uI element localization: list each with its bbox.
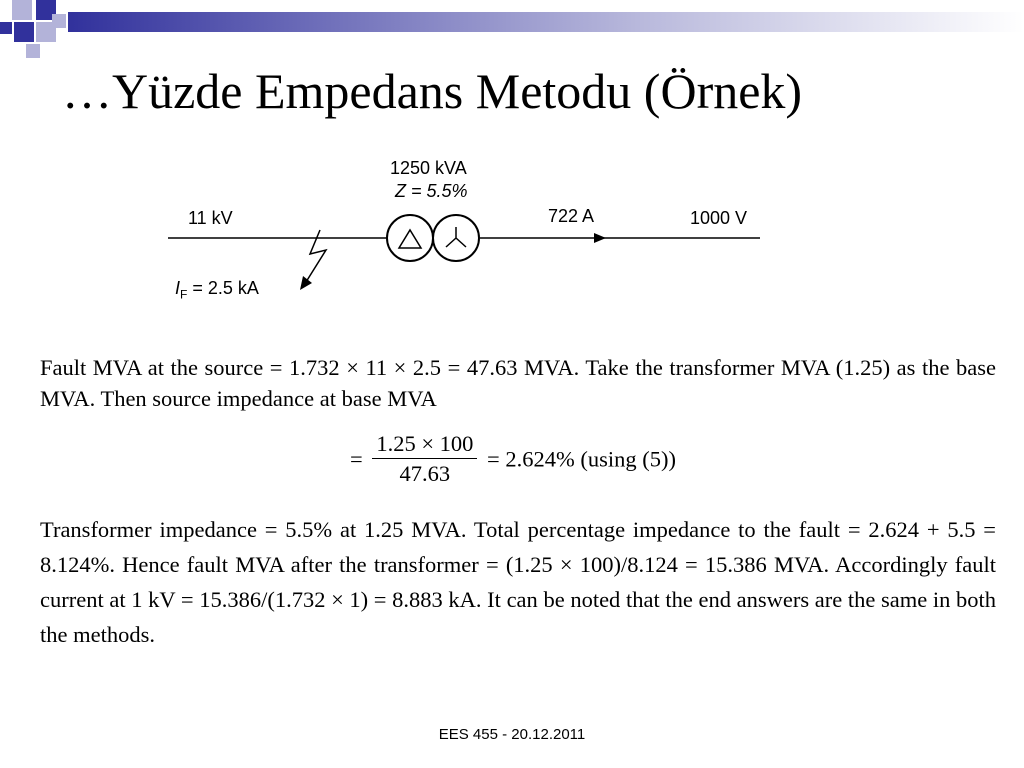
formula-numerator: 1.25 × 100	[372, 430, 477, 459]
transformer-impedance: Z = 5.5%	[395, 181, 468, 201]
deco-square	[0, 22, 12, 34]
formula-fraction	[372, 430, 477, 489]
fault-arrowhead	[300, 276, 312, 290]
delta-symbol	[399, 230, 421, 248]
source-voltage-label: 11 kV	[188, 208, 233, 228]
impedance-formula	[350, 430, 676, 489]
fault-current-label	[175, 278, 259, 302]
slide-footer: EES 455 - 20.12.2011	[438, 726, 586, 743]
transformer-primary-winding	[387, 215, 433, 261]
deco-square	[14, 22, 34, 42]
deco-square	[52, 14, 66, 28]
load-current-label: 722 A	[548, 206, 595, 226]
paragraph-transformer-impedance: Transformer impedance = 5.5% at 1.25 MVA. Total percentage impedance to the fault = 2.624 + 5.5 = 8.124%. Hence fault MVA after the transformer = (1.25 × 100)/8.124 = 15.386 MVA. Accordingly fault current at 1 kV = 15.386/(1.732 × 1) = 8.883 kA. It can be noted that the end answers are the same in both the methods.	[40, 517, 996, 647]
fault-current-subscript: F	[180, 287, 188, 302]
current-arrowhead	[594, 233, 606, 243]
formula-denominator: 47.63	[399, 461, 451, 486]
fault-current-symbol: I	[175, 278, 181, 298]
paragraph-fault-mva: Fault MVA at the source = 1.732 × 11 × 2.5 = 47.63 MVA. Take the transformer MVA (1.25) as the base MVA. Then source impedance at base MVA	[40, 355, 996, 411]
formula-result: = 2.624% (using (5))	[487, 446, 676, 472]
slide-title: …Yüzde Empedans Metodu (Örnek)	[62, 63, 803, 119]
single-line-diagram	[150, 150, 790, 310]
deco-square	[26, 44, 40, 58]
deco-square	[12, 0, 32, 20]
header-decoration	[0, 0, 1024, 60]
transformer-rating: 1250 kVA	[390, 158, 467, 178]
fault-current-value: = 2.5 kA	[187, 278, 259, 298]
formula-equals: =	[350, 446, 363, 472]
header-gradient-bar	[68, 12, 1024, 32]
wye-symbol	[446, 227, 466, 247]
load-voltage-label: 1000 V	[690, 208, 748, 228]
